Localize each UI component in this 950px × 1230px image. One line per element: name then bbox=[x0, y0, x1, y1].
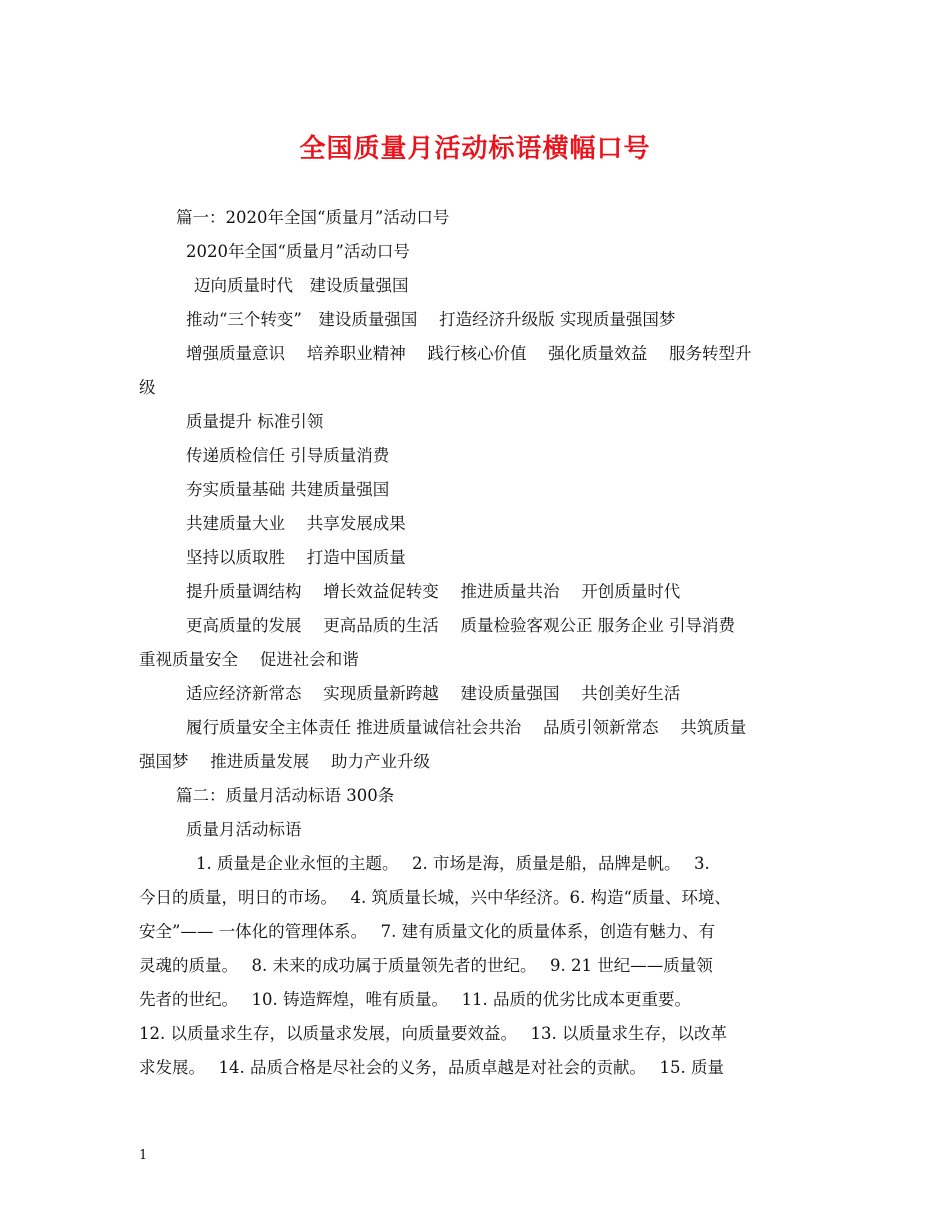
section-heading-2: 篇二：质量月活动标语 300条 bbox=[176, 786, 395, 805]
text-line: 级 bbox=[139, 378, 156, 397]
text-line: 1. 质量是企业永恒的主题。 2. 市场是海，质量是船，品牌是帆。 3. bbox=[196, 854, 710, 873]
section-heading-1: 篇一：2020年全国“质量月”活动口号 bbox=[176, 208, 450, 227]
text-line: 适应经济新常态 实现质量新跨越 建设质量强国 共创美好生活 bbox=[186, 684, 681, 703]
text-line: 推动“三个转变” 建设质量强国 打造经济升级版 实现质量强国梦 bbox=[186, 310, 676, 329]
text-line: 12. 以质量求生存，以质量求发展，向质量要效益。 13. 以质量求生存，以改革 bbox=[139, 1024, 727, 1043]
text-line: 共建质量大业 共享发展成果 bbox=[186, 514, 406, 533]
text-line: 灵魂的质量。 8. 未来的成功属于质量领先者的世纪。 9. 21 世纪——质量领 bbox=[139, 956, 713, 975]
text-line: 强国梦 推进质量发展 助力产业升级 bbox=[139, 752, 430, 771]
text-line: 质量提升 标准引领 bbox=[186, 412, 324, 431]
text-line: 提升质量调结构 增长效益促转变 推进质量共治 开创质量时代 bbox=[186, 582, 681, 601]
text-line: 重视质量安全 促进社会和谐 bbox=[139, 650, 359, 669]
text-line: 迈向质量时代 建设质量强国 bbox=[194, 276, 409, 295]
text-line: 传递质检信任 引导质量消费 bbox=[186, 446, 390, 465]
document-title: 全国质量月活动标语横幅口号 bbox=[299, 134, 651, 164]
text-line: 先者的世纪。 10. 铸造辉煌，唯有质量。 11. 品质的优劣比成本更重要。 bbox=[139, 990, 691, 1009]
text-line: 更高质量的发展 更高品质的生活 质量检验客观公正 服务企业 引导消费 bbox=[186, 616, 735, 635]
text-line: 增强质量意识 培养职业精神 践行核心价值 强化质量效益 服务转型升 bbox=[186, 344, 752, 363]
text-line: 履行质量安全主体责任 推进质量诚信社会共治 品质引领新常态 共筑质量 bbox=[186, 718, 747, 737]
text-line: 求发展。 14. 品质合格是尽社会的义务，品质卓越是对社会的贡献。 15. 质量 bbox=[139, 1058, 724, 1077]
text-line: 安全”—— 一体化的管理体系。 7. 建有质量文化的质量体系，创造有魅力、有 bbox=[139, 922, 716, 941]
text-line: 今日的质量，明日的市场。 4. 筑质量长城，兴中华经济。6. 构造“质量、环境、 bbox=[139, 888, 731, 907]
text-line: 夯实质量基础 共建质量强国 bbox=[186, 480, 390, 499]
text-line: 坚持以质取胜 打造中国质量 bbox=[186, 548, 406, 567]
text-line: 2020年全国“质量月”活动口号 bbox=[186, 242, 410, 261]
page-number: 1 bbox=[139, 1148, 148, 1163]
text-line: 质量月活动标语 bbox=[186, 820, 302, 839]
